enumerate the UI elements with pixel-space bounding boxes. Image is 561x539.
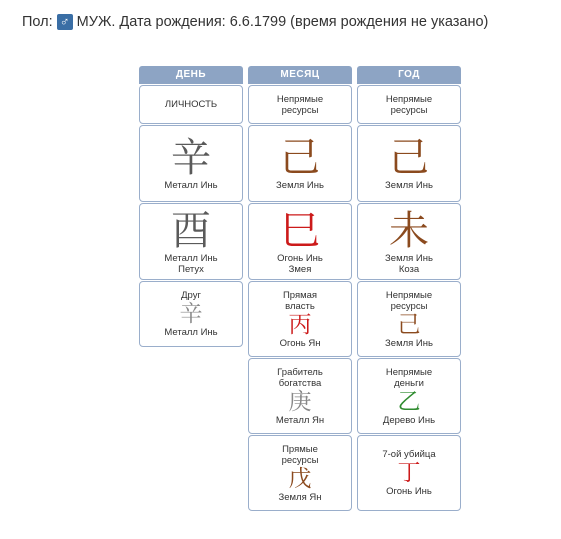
hidden-element: Металл Инь — [164, 327, 218, 338]
branch-element: Земля Инь — [385, 252, 433, 264]
stem-cell — [139, 125, 243, 202]
role-label: Непрямые ресурсы — [385, 93, 433, 116]
hidden-stem-cell — [357, 435, 461, 511]
stem-cell — [357, 125, 461, 202]
hidden-element: Огонь Ян — [279, 337, 321, 349]
pillar-month — [248, 66, 352, 511]
role-label: Непрямые ресурсы — [276, 93, 324, 116]
branch-cell — [357, 203, 461, 280]
pillar-title: МЕСЯЦ — [248, 66, 352, 84]
birth-date: 6.6.1799 — [229, 14, 287, 30]
branch-cell — [139, 203, 243, 280]
branch-animal: Змея — [288, 263, 312, 275]
hidden-role: Непрямые ресурсы — [385, 289, 433, 312]
branch-animal: Петух — [178, 263, 204, 275]
chart-header — [22, 14, 488, 30]
role-cell — [357, 85, 461, 124]
stem-char: 己 — [389, 135, 429, 181]
gender-value: МУЖ. — [76, 14, 116, 30]
hidden-element: Земля Ян — [278, 491, 322, 503]
hidden-char: 辛 — [179, 301, 203, 327]
hidden-element: Земля Инь — [385, 337, 433, 349]
stem-element: Земля Инь — [385, 180, 433, 191]
birth-time-note: (время рождения не указано) — [290, 14, 489, 30]
branch-char: 巳 — [280, 207, 320, 254]
stem-char: 己 — [280, 135, 320, 181]
role-label: ЛИЧНОСТЬ — [164, 99, 218, 110]
pillar-title: ДЕНЬ — [139, 66, 243, 84]
hidden-char: 丁 — [397, 460, 421, 486]
hidden-role: Прямая власть — [282, 289, 318, 312]
pillar-day — [139, 66, 243, 347]
pillar-year — [357, 66, 461, 511]
hidden-char: 戊 — [288, 465, 312, 492]
stem-cell — [248, 125, 352, 202]
branch-animal: Коза — [398, 263, 420, 275]
branch-char: 未 — [389, 207, 429, 254]
hidden-stem-cell — [248, 358, 352, 434]
hidden-stem-cell — [248, 435, 352, 511]
hidden-role: Грабитель богатства — [277, 366, 323, 389]
pillar-title: ГОД — [357, 66, 461, 84]
role-cell — [139, 85, 243, 124]
branch-element: Металл Инь — [164, 252, 218, 264]
branch-element: Огонь Инь — [277, 252, 323, 264]
stem-char: 辛 — [171, 135, 211, 181]
gender-prefix: Пол: — [22, 14, 53, 30]
hidden-stem-cell — [139, 281, 243, 347]
hidden-role: Прямые ресурсы — [281, 443, 319, 466]
hidden-stem-cell — [248, 281, 352, 357]
hidden-stem-cell — [357, 281, 461, 357]
hidden-char: 乙 — [397, 388, 421, 415]
hidden-role: Непрямые деньги — [385, 366, 433, 389]
branch-cell — [248, 203, 352, 280]
hidden-element: Дерево Инь — [382, 414, 436, 426]
hidden-char: 庚 — [288, 388, 312, 415]
role-cell — [248, 85, 352, 124]
hidden-role: 7-ой убийца — [382, 449, 436, 460]
hidden-role: Друг — [181, 290, 201, 301]
stem-element: Земля Инь — [276, 180, 324, 191]
hidden-char: 己 — [397, 311, 421, 338]
hidden-element: Металл Ян — [275, 414, 325, 426]
male-icon: ♂ — [57, 14, 73, 30]
birth-label: Дата рождения: — [119, 14, 226, 30]
hidden-stem-cell — [357, 358, 461, 434]
stem-element: Металл Инь — [164, 180, 218, 191]
branch-char: 酉 — [171, 207, 211, 254]
hidden-char: 丙 — [288, 311, 312, 338]
hidden-element: Огонь Инь — [386, 486, 432, 497]
